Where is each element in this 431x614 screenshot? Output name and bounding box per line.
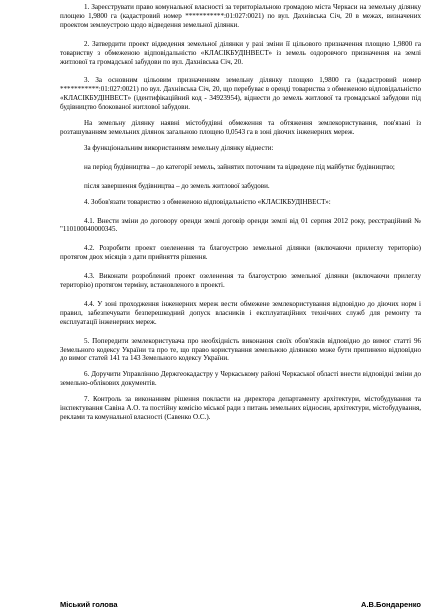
paragraph-4-2: 4.2. Розробити проект озеленення та благоустрою земельної ділянки (включаючи прилеглу територію) протягом двох місяців з дати прийняття рішення. <box>60 244 421 262</box>
paragraph-2: 2. Затвердити проект відведення земельної ділянки у разі зміни її цільового призначення площею 1,9800 га товариству з обмеженою відповідальністю «КЛАСІКБУДІНВЕСТ» із земель оздоровчого призначення на землі житлової та громадської забудови по вул. Дахнівська Січ, 20. <box>60 39 421 66</box>
paragraph-4-3: 4.3. Виконати розроблений проект озеленення та благоустрою земельної ділянки (включаючи прилеглу територію) протягом терміну, встановленого в проекті. <box>60 272 421 290</box>
paragraph-7: 7. Контроль за виконанням рішення покласти на директора департаменту архітектури, містобудування та інспектування Савіна А.О. та постійну комісію міської ради з питань земельних відносин, архітектури, містобудування, реклами та комунальної власності (Савенко О.С.). <box>60 395 421 421</box>
signature-block <box>60 601 421 610</box>
paragraph-restrictions: На земельну ділянку наявні містобудівні обмеження та обтяження землекористування, пов'язані із розташуванням земельних ділянок загальною площею 0,0543 га в зоні діючих інженерних мереж. <box>60 119 421 136</box>
paragraph-4-4: 4.4. У зоні проходження інженерних мереж вести обмежене землекористування відповідно до діючих норм і правил, забезпечувати безперешкодний допуск власників і експлуатаційних технічних служб для ремонту та експлуатації інженерних мереж. <box>60 299 421 326</box>
paragraph-4-1: 4.1. Внести зміни до договору оренди землі договір оренди землі від 01 серпня 2012 року, реєстраційний № "110100040000345. <box>60 216 421 234</box>
paragraph-5: 5. Попередити землекористувача про необхідність виконання своїх обов'язків відповідно до вимог статті 96 Земельного кодексу України та про те, що право користування земельною ділянкою може бути припинено відповідно до вимог статей 141 та 143 Земельного кодексу України. <box>60 336 421 363</box>
signature-position: Міський голова <box>60 600 118 609</box>
paragraph-4: 4. Зобов'язати товариство з обмеженою відповідальністю «КЛАСІКБУДІНВЕСТ»: <box>84 197 331 206</box>
signature-name: А.В.Бондаренко <box>361 600 421 609</box>
paragraph-1: 1. Зареєструвати право комунальної власності за територіальною громадою міста Черкаси на земельну ділянку площею 1,9800 га (кадастровий номер ***********:01:027:0021) по вул. Дахнівська Січ, 20 в межах, визначених проектом землеустрою щодо відведення земельної ділянки. <box>60 3 421 29</box>
paragraph-3: 3. За основним цільовим призначенням земельну ділянку площею 1,9800 га (кадастровий номер ***********:01:027:0021) по вул. Дахнівська Січ, 20, що перебуває в оренді товариства з обмеженою відповідальністю «КЛАСІКБУДІНВЕСТ» (ідентифікаційний код - 34923954), віднести до земель житлової та громадської забудови під будівництво блокованої житлової забудови. <box>60 76 421 112</box>
paragraph-6: 6. Доручити Управлінню Держгеокадастру у Черкаському районі Черкаської області внести відповідні зміни до земельно-облікових документів. <box>60 370 421 388</box>
paragraph-functional-use: За функціональним використанням земельну ділянку віднести: <box>84 143 274 152</box>
paragraph-construction-period: на період будівництва – до категорії земель, зайнятих поточним та відведене під майбутнє будівництво; <box>84 162 395 171</box>
paragraph-after-construction: після завершення будівництва – до земель житлової забудови. <box>84 181 270 190</box>
